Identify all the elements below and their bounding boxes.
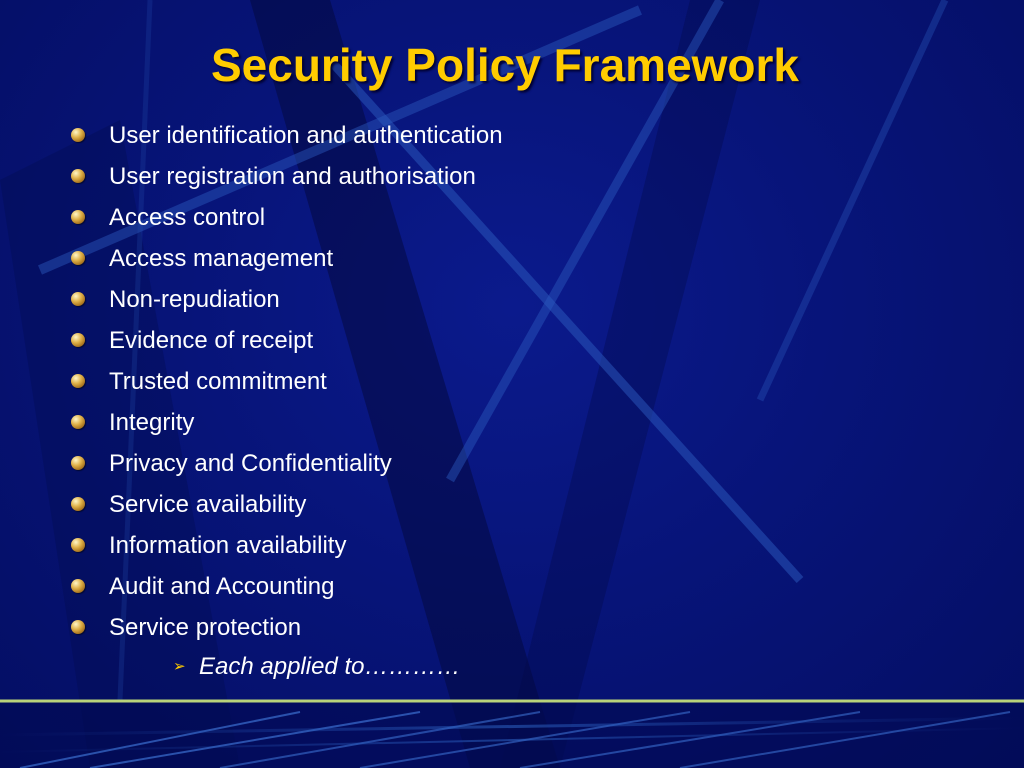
bullet-text: Access control [109, 204, 266, 231]
arrowhead-bullet-icon: ➢ [173, 658, 186, 675]
bullet-item [70, 279, 503, 320]
sub-bullet-text: Each applied to………… [199, 653, 461, 680]
bullet-item [70, 525, 503, 566]
gold-sphere-bullet-icon [71, 374, 85, 388]
bullet-item [70, 238, 503, 279]
bullet-text: Trusted commitment [109, 368, 327, 395]
gold-sphere-bullet-icon [71, 620, 85, 634]
slide-title: Security Policy Framework [210, 39, 800, 91]
bullet-text: Non-repudiation [109, 286, 280, 313]
gold-sphere-bullet-icon [71, 415, 85, 429]
gold-sphere-bullet-icon [71, 251, 85, 265]
bullet-text: User registration and authorisation [109, 163, 476, 190]
gold-sphere-bullet-icon [71, 292, 85, 306]
bullet-item [70, 607, 503, 648]
bullet-item [70, 197, 503, 238]
bullet-item [70, 443, 503, 484]
bullet-text: Access management [109, 245, 334, 272]
bullet-item [70, 361, 503, 402]
sub-bullet-item [173, 647, 460, 687]
bullet-text: Evidence of receipt [109, 327, 314, 354]
gold-sphere-bullet-icon [71, 210, 85, 224]
bullet-text: Audit and Accounting [109, 573, 335, 600]
gold-sphere-bullet-icon [71, 456, 85, 470]
bullet-list [70, 115, 503, 648]
bullet-item [70, 566, 503, 607]
gold-sphere-bullet-icon [71, 538, 85, 552]
bullet-item [70, 402, 503, 443]
gold-sphere-bullet-icon [71, 497, 85, 511]
bullet-text: Privacy and Confidentiality [109, 450, 392, 477]
gold-sphere-bullet-icon [71, 169, 85, 183]
bullet-text: Integrity [109, 409, 195, 436]
gold-sphere-bullet-icon [71, 333, 85, 347]
bullet-item [70, 156, 503, 197]
bullet-text: Information availability [109, 532, 347, 559]
bullet-text: Service availability [109, 491, 307, 518]
bullet-item [70, 115, 503, 156]
bullet-item [70, 484, 503, 525]
bullet-text: User identification and authentication [109, 122, 503, 149]
gold-sphere-bullet-icon [71, 579, 85, 593]
bullet-text: Service protection [109, 614, 302, 641]
bullet-item [70, 320, 503, 361]
gold-sphere-bullet-icon [71, 128, 85, 142]
